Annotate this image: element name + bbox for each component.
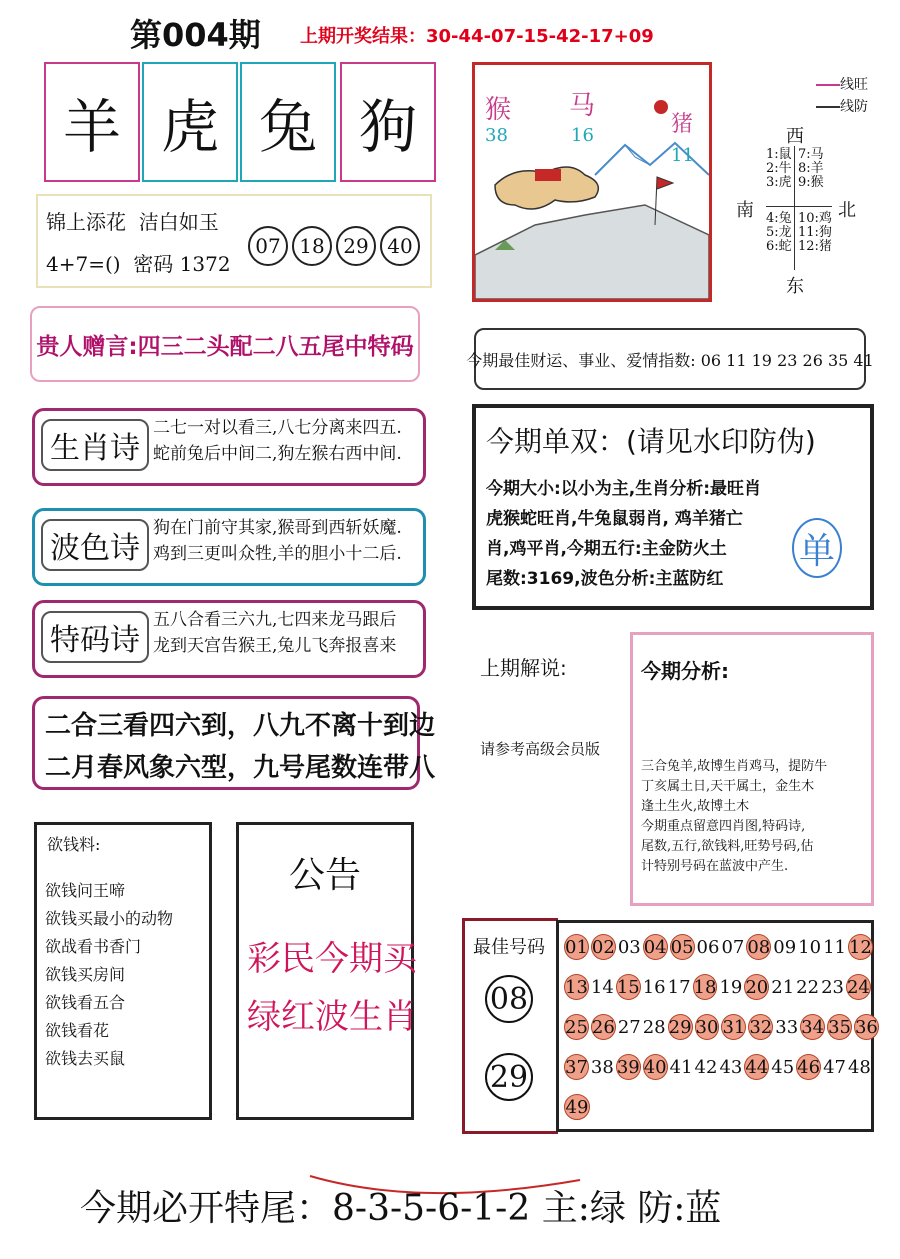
fortune-index-box: [466, 328, 874, 390]
single-double-box: [472, 404, 874, 610]
pick-circle: 08: [485, 975, 533, 1023]
best-numbers-frame: [462, 918, 558, 1134]
picture-number: 16: [571, 125, 594, 146]
number-circle: 40: [380, 226, 420, 266]
zodiac-box: 羊: [44, 62, 140, 182]
compass-east: 东: [786, 276, 804, 297]
number-ball: 22: [796, 976, 820, 998]
verse-line: 二月春风象六型，九号尾数连带八: [45, 753, 436, 783]
compass-group: 1:鼠 2:牛 3:虎: [766, 147, 792, 190]
list-item: 欲钱去买鼠: [45, 1049, 126, 1068]
verse-box: [32, 696, 436, 790]
phrase-line: 锦上添花 洁白如玉: [46, 210, 219, 234]
number-ball: 45: [771, 1056, 795, 1078]
picture-label: 猪: [671, 112, 694, 137]
compass-group: 7:马 8:羊 9:猴: [798, 147, 824, 190]
list-item: 欲钱看花: [45, 1021, 110, 1040]
notice-title: 公告: [288, 855, 361, 896]
picture-label: 猴: [485, 95, 512, 125]
number-ball: 26: [591, 1014, 616, 1040]
number-ball: 24: [846, 974, 871, 1000]
number-ball: 28: [642, 1016, 666, 1038]
last-result: 上期开奖结果：30-44-07-15-42-17+09: [300, 26, 654, 47]
number-ball: 43: [719, 1056, 743, 1078]
number-ball: 11: [823, 936, 846, 958]
number-ball: 33: [775, 1016, 799, 1038]
list-item: 欲钱买房间: [45, 965, 126, 984]
pick-circle: 29: [485, 1053, 533, 1101]
single-double-title: 今期单双：(请见水印防伪): [486, 425, 816, 458]
wish-box: [34, 822, 212, 1120]
fortune-index-text: 今期最佳财运、事业、爱情指数: 06 11 19 23 26 35 41: [466, 350, 874, 370]
number-ball: 30: [695, 1014, 720, 1040]
legend-up: 线旺: [816, 74, 868, 94]
number-row: [559, 1047, 871, 1087]
notice-line: 绿红波生肖: [247, 997, 417, 1037]
number-ball: 40: [643, 1054, 668, 1080]
number-ball: 02: [591, 934, 616, 960]
number-ball: 49: [564, 1094, 590, 1120]
picture-number: 38: [485, 125, 508, 146]
picture-label: 马: [569, 91, 596, 121]
number-ball: 17: [667, 976, 691, 998]
number-ball: 19: [719, 976, 743, 998]
number-ball: 34: [800, 1014, 825, 1040]
number-ball: 36: [854, 1014, 879, 1040]
poem-tag: 生肖诗: [41, 419, 149, 471]
number-grid: [556, 920, 878, 1132]
number-ball: 08: [746, 934, 771, 960]
compass-west: 西: [786, 126, 804, 147]
number-ball: 29: [668, 1014, 693, 1040]
gift-banner-text: 贵人赠言:四三二头配二八五尾中特码: [36, 333, 414, 360]
number-ball: 39: [616, 1054, 641, 1080]
number-ball: 46: [796, 1054, 821, 1080]
compass-south: 南: [736, 200, 754, 221]
number-circle: 18: [292, 226, 332, 266]
number-ball: 23: [821, 976, 844, 998]
last-explain-title: 上期解说:: [480, 656, 567, 680]
number-ball: 35: [827, 1014, 852, 1040]
number-ball: 27: [617, 1016, 641, 1038]
compass-north: 北: [838, 200, 856, 221]
number-row: [559, 1087, 871, 1127]
number-ball: 44: [744, 1054, 769, 1080]
number-ball: 06: [696, 936, 720, 958]
poem-text: 二七一对以看三,八七分离来四五. 蛇前兔后中间二,狗左猴右西中间.: [153, 418, 402, 464]
number-ball: 07: [721, 936, 745, 958]
gift-banner: [30, 306, 420, 382]
number-ball: 12: [848, 934, 873, 960]
poem-tag: 特码诗: [41, 611, 149, 663]
analysis-lines: 三合兔羊,故博生肖鸡马，提防牛 丁亥属土日,天干属土，金生木 逢土生火,故博土木 今期重点留意四肖图,特码诗, 尾数,五行,欲钱料,旺势号码,估 计特别号码在蓝波中产生.: [641, 759, 828, 874]
number-ball: 41: [669, 1056, 693, 1078]
analysis-title: 今期分析:: [641, 659, 729, 683]
wish-title: 欲钱料:: [47, 835, 101, 854]
compass-hline: [766, 206, 832, 207]
poem-tag: 波色诗: [41, 519, 149, 571]
number-circle: 29: [336, 226, 376, 266]
zodiac-picture: [472, 62, 712, 302]
poem-text: 狗在门前守其家,猴哥到西斩妖魔. 鸡到三更叫众牲,羊的胆小十二后.: [153, 518, 402, 564]
list-item: 欲钱看五合: [45, 993, 126, 1012]
number-circle: 07: [248, 226, 288, 266]
color-poem-box: [32, 508, 426, 586]
number-ball: 04: [643, 934, 668, 960]
zodiac-box: 虎: [142, 62, 238, 182]
notice-line: 彩民今期买: [247, 939, 417, 979]
number-ball: 16: [642, 976, 666, 998]
best-numbers-title: 最佳号码: [473, 937, 545, 958]
legend-guard: 线防: [816, 96, 868, 116]
number-ball: 03: [617, 936, 641, 958]
number-ball: 13: [564, 974, 589, 1000]
number-row: [559, 967, 871, 1007]
number-ball: 15: [616, 974, 641, 1000]
compass-group: 10:鸡 11:狗 12:猪: [798, 211, 832, 254]
analysis-box: [630, 632, 874, 906]
list-item: 欲战看书香门: [45, 937, 142, 956]
watermark: 单: [792, 518, 842, 578]
number-ball: 14: [590, 976, 614, 998]
last-explain-note: 请参考高级会员版: [480, 740, 601, 758]
number-ball: 42: [694, 1056, 718, 1078]
number-row: [559, 927, 871, 967]
compass-vline: [794, 146, 795, 270]
single-double-lines: 今期大小:以小为主,生肖分析:最旺肖 虎猴蛇旺肖,牛兔鼠弱肖, 鸡羊猪亡 肖,鸡平肖,今期五行:主金防火土 尾数:3169,波色分析:主蓝防红: [486, 479, 762, 589]
zodiac-box: 兔: [240, 62, 336, 182]
number-ball: 05: [670, 934, 695, 960]
list-item: 欲钱买最小的动物: [45, 909, 174, 928]
number-ball: 47: [823, 1056, 846, 1078]
phrase-line: 4+7=() 密码 1372: [46, 252, 231, 276]
number-ball: 38: [590, 1056, 614, 1078]
number-ball: 20: [744, 974, 769, 1000]
list-item: 欲钱问王啼: [45, 881, 126, 900]
number-ball: 48: [847, 1056, 871, 1078]
number-ball: 37: [564, 1054, 589, 1080]
notice-box: [236, 822, 417, 1120]
poem-text: 五八合看三六九,七四来龙马跟后 龙到天宫告猴王,兔儿飞奔报喜来: [153, 610, 397, 656]
number-ball: 10: [798, 936, 822, 958]
compass-group: 4:兔 5:龙 6:蛇: [766, 211, 792, 254]
number-ball: 25: [564, 1014, 589, 1040]
zodiac-poem-box: [32, 408, 426, 486]
number-row: [559, 1007, 878, 1047]
number-ball: 18: [693, 974, 718, 1000]
picture-number: 11: [671, 145, 694, 166]
compass: [730, 66, 880, 302]
number-circles: [248, 226, 424, 266]
verse-line: 二合三看四六到，八九不离十到边: [45, 711, 436, 741]
number-ball: 01: [564, 934, 589, 960]
zodiac-box: 狗: [340, 62, 436, 182]
number-ball: 31: [721, 1014, 746, 1040]
special-poem-box: [32, 600, 426, 678]
footer-text: 今期必开特尾：8-3-5-6-1-2 主:绿 防:蓝: [80, 1188, 722, 1229]
number-ball: 21: [771, 976, 795, 998]
number-ball: 09: [773, 936, 797, 958]
issue-number: 第004期: [130, 16, 261, 54]
number-ball: 32: [748, 1014, 773, 1040]
wish-list: [45, 877, 173, 1073]
phrase-box: [36, 194, 432, 288]
